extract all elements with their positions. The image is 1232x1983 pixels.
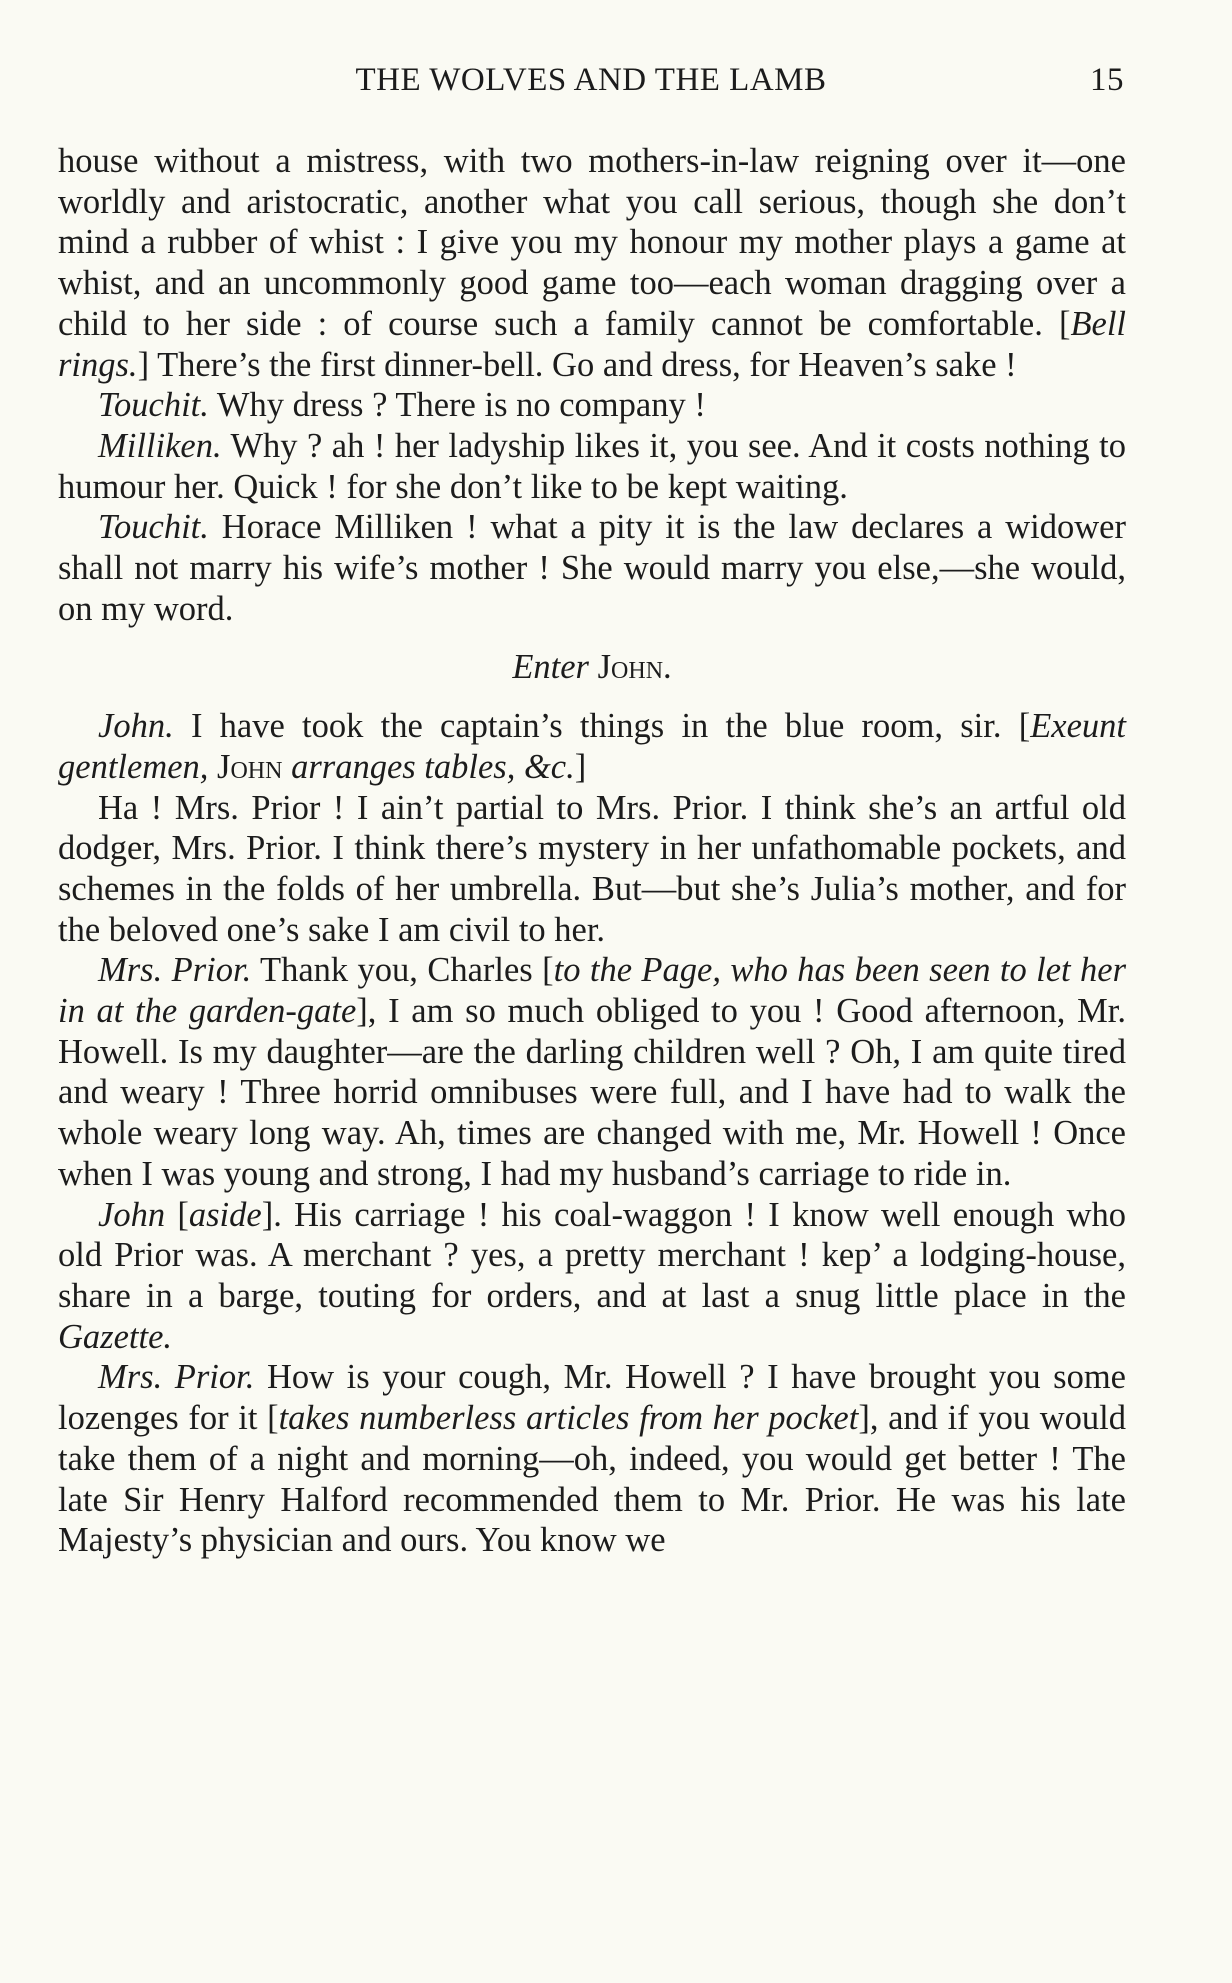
stage-entry: Enter John.	[512, 648, 672, 687]
stage-direction: to the Page, who has been seen to let her in at the garden-gate	[58, 951, 1127, 1031]
speaker-name: Mrs. Prior.	[98, 1358, 255, 1397]
paragraph-mrs-prior-1: Mrs. Prior. Thank you, Charles [to the Page, who has been seen to let her in at the garden-gate], I am so much obliged to you ! Good afternoon, Mr. Howell. Is my daughter—are the darling children well ? Oh, I am quite tired and weary ! Three horrid omnibuses were full, and I have had to walk the whole weary long way. Ah, times are changed with me, Mr. Howell ! Once when I was young and strong, I had my husband’s carriage to ride in.	[58, 951, 1127, 1193]
stage-direction: Exeunt gentlemen,	[58, 707, 1126, 786]
running-title: THE WOLVES AND THE LAMB	[355, 62, 827, 98]
stage-direction: takes numberless articles from her pocket	[278, 1399, 859, 1438]
stage-direction: aside	[188, 1195, 262, 1234]
character-name: John	[217, 747, 283, 786]
stage-direction: arranges tables, &c.	[291, 747, 575, 786]
speaker-name: Touchit.	[98, 508, 209, 547]
paragraph-touchit-2: Touchit. Horace Milliken ! what a pity it is the law declares a widower shall not marry his wife’s mother ! She would marry you else,—she would, on my word.	[58, 508, 1126, 628]
paragraph-john-1: John. I have took the captain’s things in the blue room, sir. [Exeunt gentlemen, John arranges tables, &c.]	[58, 707, 1126, 786]
speaker-name: Touchit.	[98, 386, 209, 425]
paragraph-milliken-2: Milliken. Why ? ah ! her ladyship likes it, you see. And it costs nothing to humour her. Quick ! for she don’t like to be kept waiting.	[58, 426, 1126, 506]
running-head	[58, 62, 1124, 102]
speaker-name: Mrs. Prior.	[98, 951, 252, 990]
speaker-name: John	[98, 1195, 166, 1234]
paragraph-john-aside: John [aside]. His carriage ! his coal-waggon ! I know well enough who old Prior was. A merchant ? yes, a pretty merchant ! kep’ a lodging-house, share in a barge, touting for orders, and at last a snug little place in the Gazette.	[58, 1195, 1126, 1356]
speaker-name: Milliken.	[98, 426, 222, 465]
stage-direction: Bell rings.	[58, 304, 1126, 384]
paragraph-milliken-speech: house without a mistress, with two mothers-in-law reigning over it—one worldly and aristocratic, another what you call serious, though she don’t mind a rubber of whist : I give you my honour my mother plays a game at whist, and an uncommonly good game too—each woman dragging over a child to her side : of course such a family cannot be comfortable. [Bell rings.] There’s the first dinner-bell. Go and dress, for Heaven’s sake !	[58, 142, 1126, 384]
speaker-name: John.	[98, 707, 174, 746]
paragraph-touchit-1: Touchit. Why dress ? There is no company !	[98, 386, 706, 425]
gazette-title: Gazette.	[58, 1317, 173, 1356]
paragraph-john-2: Ha ! Mrs. Prior ! I ain’t partial to Mrs. Prior. I think she’s an artful old dodger, Mrs. Prior. I think there’s mystery in her unfathomable pockets, and schemes in the folds of her umbrella. But—but she’s Julia’s mother, and for the beloved one’s sake I am civil to her.	[58, 788, 1126, 949]
character-name: John.	[597, 648, 672, 687]
body-text	[58, 141, 1126, 1561]
paragraph-mrs-prior-2: Mrs. Prior. How is your cough, Mr. Howell ? I have brought you some lozenges for it [takes numberless articles from her pocket], and if you would take them of a night and morning—oh, indeed, you would get better ! The late Sir Henry Halford recommended them to Mr. Prior. He was his late Majesty’s physician and ours. You know we	[58, 1358, 1126, 1560]
page-number: 15	[1090, 62, 1124, 98]
